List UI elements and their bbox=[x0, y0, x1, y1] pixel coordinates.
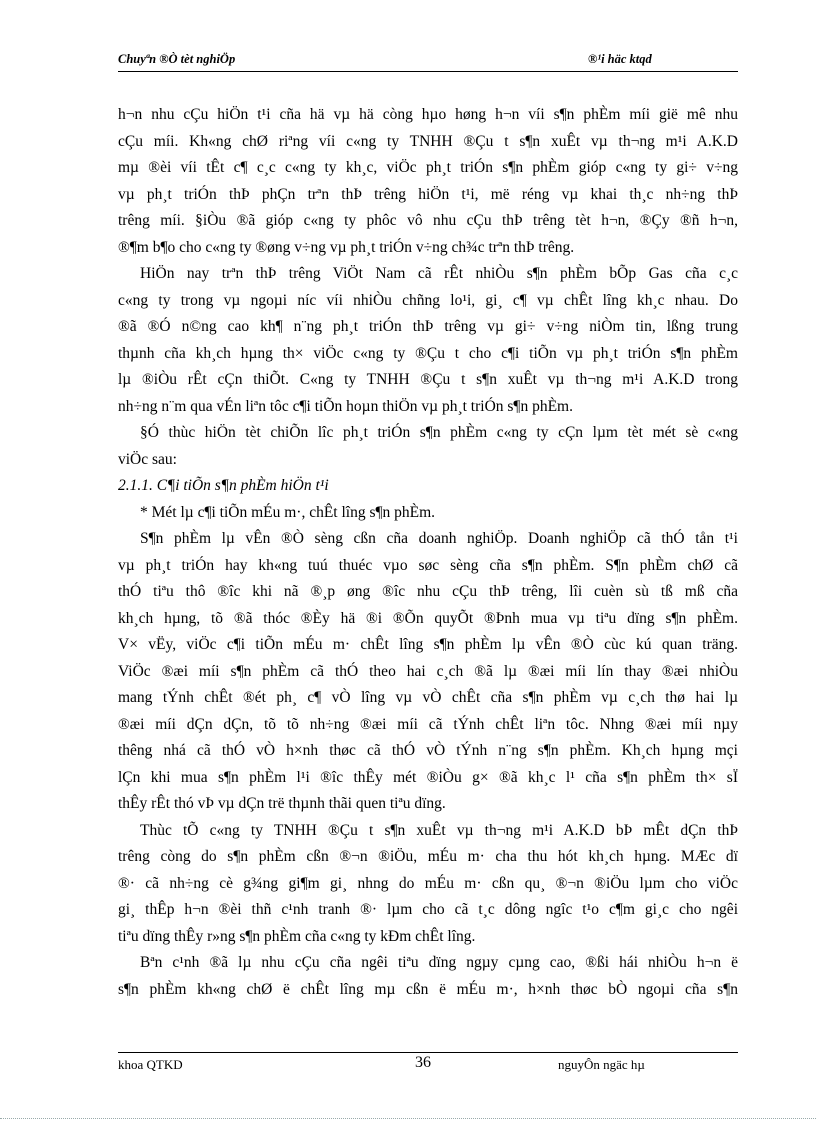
text-line: Bªn c¹nh ®ã lµ nhu cÇu cña ngêi tiªu dïng ngµy cµng cao, ®ßi hái nhiÒu h¬n ë bbox=[140, 954, 738, 971]
page-header bbox=[118, 52, 738, 72]
text-line: trêng còng do s¶n phÈm cßn ®¬n ®iÖu, mÉu m· cha thu hót kh¸ch hµng. MÆc dï bbox=[118, 848, 738, 865]
text-line: V× vËy, viÖc c¶i tiÕn mÉu m· chÊt lîng s¶n phÈm lµ vÊn ®Ò cùc kú quan träng. bbox=[118, 636, 738, 653]
document-body bbox=[118, 102, 738, 1003]
text-line: c«ng ty trong vµ ngoµi níc víi nhiÒu chñng lo¹i, gi¸ c¶ vµ chÊt lîng kh¸c nhau. Do bbox=[118, 291, 738, 309]
text-line: S¶n phÈm lµ vÊn ®Ò sèng cßn cña doanh nghiÖp. Doanh nghiÖp cã thÓ tån t¹i bbox=[140, 530, 738, 547]
text-line: trêng míi. §iÒu ®ã gióp c«ng ty phôc vô nhu cÇu thÞ trêng tèt h¬n, ®Çy ®ñ h¬n, bbox=[118, 212, 738, 229]
text-line: vµ ph¸t triÓn thÞ phÇn trªn thÞ trêng hiÖn t¹i, më réng vµ khai th¸c nh÷ng thÞ bbox=[118, 185, 738, 203]
text-line: mµ ®èi víi tÊt c¶ c¸c c«ng ty kh¸c, viÖc ph¸t triÓn s¶n phÈm gióp c«ng ty gi÷ v÷ng bbox=[118, 159, 738, 176]
text-line: ®· cã nh÷ng cè g¾ng gi¶m gi¸ nhng do mÉu m· cßn qu¸ ®¬n ®iÖu lµm cho viÖc bbox=[118, 874, 738, 892]
text-line: h¬n nhu cÇu hiÖn t¹i cña hä vµ hä còng hµo høng h¬n víi s¶n phÈm míi gië mê nhu bbox=[118, 106, 738, 123]
text-line: cÇu míi. Kh«ng chØ riªng víi c«ng ty TNHH ®Çu t s¶n xuÊt vµ th¬ng m¹i A.K.D bbox=[118, 132, 738, 150]
text-line: thµnh cña kh¸ch hµng th× viÖc c«ng ty ®Çu t cho c¶i tiÕn vµ ph¸t triÓn s¶n phÈm bbox=[118, 344, 738, 362]
page-footer bbox=[118, 1054, 738, 1077]
text-line: tiªu dïng thÊy r»ng s¶n phÈm cña c«ng ty kÐm chÊt lîng. bbox=[118, 927, 476, 945]
text-line: Thùc tÕ c«ng ty TNHH ®Çu t s¶n xuÊt vµ th¬ng m¹i A.K.D bÞ mÊt dÇn thÞ bbox=[140, 821, 738, 839]
text-line: ViÖc ®æi míi s¶n phÈm cã thÓ theo hai c¸ch ®ã lµ ®æi míi lín thay ®æi nhiÒu bbox=[118, 662, 738, 680]
text-line: viÖc sau: bbox=[118, 450, 177, 468]
text-line: ®¶m b¶o cho c«ng ty ®øng v÷ng vµ ph¸t triÓn v÷ng ch¾c trªn thÞ trêng. bbox=[118, 238, 575, 256]
text-line: * Mét lµ c¶i tiÕn mÉu m·, chÊt lîng s¶n phÈm. bbox=[140, 503, 436, 521]
footer-rule bbox=[118, 1052, 738, 1053]
text-line: ®ã ®Ó n©ng cao kh¶ n¨ng ph¸t triÓn thÞ trêng vµ gi÷ v÷ng niÒm tin, lßng trung bbox=[118, 318, 738, 335]
text-line: §Ó thùc hiÖn tèt chiÕn lîc ph¸t triÓn s¶n phÈm c«ng ty cÇn lµm tèt mét sè c«ng bbox=[140, 424, 738, 441]
section-heading: 2.1.1. C¶i tiÕn s¶n phÈm hiÖn t¹i bbox=[118, 477, 329, 494]
header-left-text: Chuyªn ®Ò tèt nghiÖp bbox=[118, 52, 236, 66]
text-line: kh¸ch hµng, tõ ®ã thóc ®Èy hä ®i ®Õn quyÕt ®Þnh mua vµ tiªu dïng s¶n phÈm. bbox=[118, 609, 738, 627]
page-number: 36 bbox=[415, 1054, 431, 1071]
text-line: s¶n phÈm kh«ng chØ ë chÊt lîng mµ cßn ë mÉu m·, h×nh thøc bÒ ngoµi cña s¶n bbox=[118, 980, 738, 998]
page-edge-divider bbox=[0, 1118, 816, 1119]
header-rule bbox=[118, 71, 738, 72]
text-line: HiÖn nay trªn thÞ trêng ViÖt Nam cã rÊt nhiÒu s¶n phÈm bÕp Gas cña c¸c bbox=[140, 265, 738, 282]
header-right-text: ®¹i häc ktqd bbox=[588, 52, 652, 66]
text-line: vµ ph¸t triÓn hay kh«ng tuú thuéc vµo søc sèng cña s¶n phÈm. S¶n phÈm chØ cã bbox=[118, 556, 738, 574]
text-line: nh÷ng n¨m qua vÉn liªn tôc c¶i tiÕn hoµn thiÖn vµ ph¸t triÓn s¶n phÈm. bbox=[118, 397, 573, 415]
text-line: thÓ tiªu thô ®îc khi nã ®¸p øng ®îc nhu cÇu thÞ trêng, lîi cuèn sù tß mß cña bbox=[118, 583, 738, 600]
footer-left-text: khoa QTKD bbox=[118, 1057, 183, 1072]
text-line: ®æi míi dÇn dÇn, tõ tõ nh÷ng ®æi míi cã tÝnh chÊt liªn tôc. Nhng ®æi míi nµy bbox=[118, 715, 738, 733]
text-line: mang tÝnh chÊt ®ét ph¸ c¶ vÒ lîng vµ vÒ chÊt cña s¶n phÈm vµ c¸ch thø hai lµ bbox=[118, 689, 738, 706]
text-line: gi¸ thÊp h¬n ®èi thñ c¹nh tranh ®· lµm cho cã t¸c dông ngîc t¹o c¶m gi¸c cho ngêi bbox=[118, 901, 738, 918]
text-line: thêng nhá cã thÓ vÒ h×nh thøc cã thÓ vÒ tÝnh n¨ng s¶n phÈm. Kh¸ch hµng mçi bbox=[118, 742, 738, 759]
text-line: lÇn khi mua s¶n phÈm l¹i ®îc thÊy mét ®iÒu g× ®ã kh¸c l¹ cña s¶n phÈm th× sÏ bbox=[118, 768, 738, 786]
text-line: lµ ®iÒu rÊt cÇn thiÕt. C«ng ty TNHH ®Çu t s¶n xuÊt vµ th¬ng m¹i A.K.D trong bbox=[118, 371, 738, 388]
footer-right-text: nguyÔn ngäc hµ bbox=[558, 1057, 645, 1072]
text-line: thÊy rÊt thó vÞ vµ dÇn trë thµnh thãi quen tiªu dïng. bbox=[118, 795, 446, 812]
